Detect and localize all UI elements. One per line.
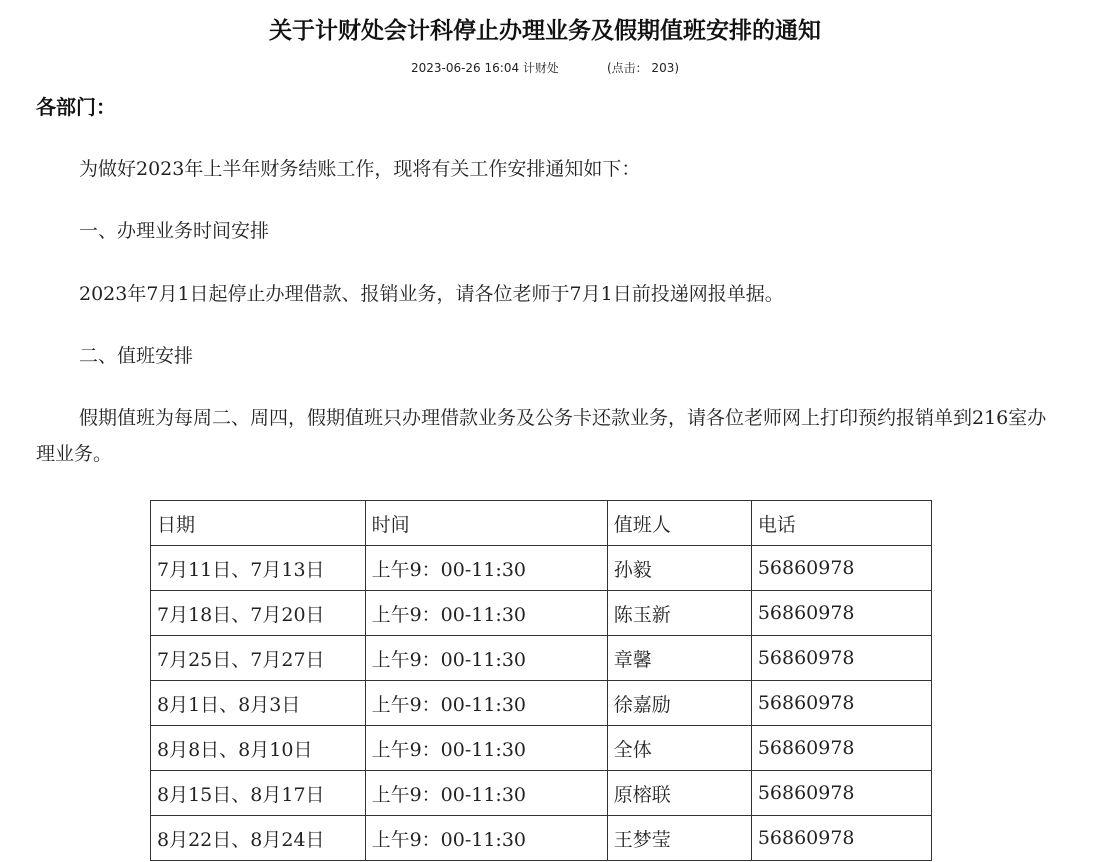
publish-department: 计财处: [522, 61, 559, 75]
header-date: 日期: [151, 501, 366, 546]
header-phone: 电话: [751, 501, 931, 546]
cell-date: 8月22日、8月24日: [151, 816, 366, 861]
cell-time: 上午9：00-11:30: [365, 681, 607, 726]
table-row: [151, 636, 932, 681]
table-row: [151, 546, 932, 591]
cell-date: 8月1日、8月3日: [151, 681, 366, 726]
cell-person: 孙毅: [607, 546, 751, 591]
section-heading-duty: 二、值班安排: [79, 345, 194, 367]
duty-paragraph: 假期值班为每周二、周四，假期值班只办理借款业务及公务卡还款业务，请各位老师网上打印预约报销单到216室办理业务。: [36, 407, 1047, 465]
cell-phone: 56860978: [751, 816, 931, 861]
cell-time: 上午9：00-11:30: [365, 591, 607, 636]
table-row: [151, 816, 932, 861]
table-row: [151, 681, 932, 726]
cell-phone: 56860978: [751, 771, 931, 816]
cell-time: 上午9：00-11:30: [365, 726, 607, 771]
publish-datetime: 2023-06-26 16:04: [410, 61, 520, 75]
intro-paragraph: 为做好2023年上半年财务结账工作，现将有关工作安排通知如下：: [79, 158, 641, 180]
business-hours-paragraph: 2023年7月1日起停止办理借款、报销业务，请各位老师于7月1日前投递网报单据。: [79, 283, 784, 305]
cell-person: 王梦莹: [607, 816, 751, 861]
cell-date: 7月18日、7月20日: [151, 591, 366, 636]
cell-phone: 56860978: [751, 726, 931, 771]
cell-date: 8月8日、8月10日: [151, 726, 366, 771]
table-header-row: [151, 501, 932, 546]
duty-schedule-table: [150, 500, 932, 861]
cell-time: 上午9：00-11:30: [365, 816, 607, 861]
cell-date: 8月15日、8月17日: [151, 771, 366, 816]
cell-phone: 56860978: [751, 636, 931, 681]
cell-time: 上午9：00-11:30: [365, 636, 607, 681]
cell-date: 7月25日、7月27日: [151, 636, 366, 681]
cell-time: 上午9：00-11:30: [365, 546, 607, 591]
cell-person: 全体: [607, 726, 751, 771]
table-row: [151, 726, 932, 771]
table-row: [151, 771, 932, 816]
notice-meta: [0, 58, 1090, 78]
cell-date: 7月11日、7月13日: [151, 546, 366, 591]
header-time: 时间: [365, 501, 607, 546]
notice-title: 关于计财处会计科停止办理业务及假期值班安排的通知: [269, 17, 821, 44]
section-heading-business-hours: 一、办理业务时间安排: [79, 220, 270, 242]
cell-phone: 56860978: [751, 681, 931, 726]
hit-count: (点击： 203): [606, 61, 680, 75]
table-row: [151, 591, 932, 636]
cell-person: 原榕联: [607, 771, 751, 816]
cell-person: 陈玉新: [607, 591, 751, 636]
cell-time: 上午9：00-11:30: [365, 771, 607, 816]
cell-person: 徐嘉励: [607, 681, 751, 726]
salutation: 各部门：: [36, 95, 116, 119]
header-person: 值班人: [607, 501, 751, 546]
cell-person: 章馨: [607, 636, 751, 681]
cell-phone: 56860978: [751, 546, 931, 591]
cell-phone: 56860978: [751, 591, 931, 636]
